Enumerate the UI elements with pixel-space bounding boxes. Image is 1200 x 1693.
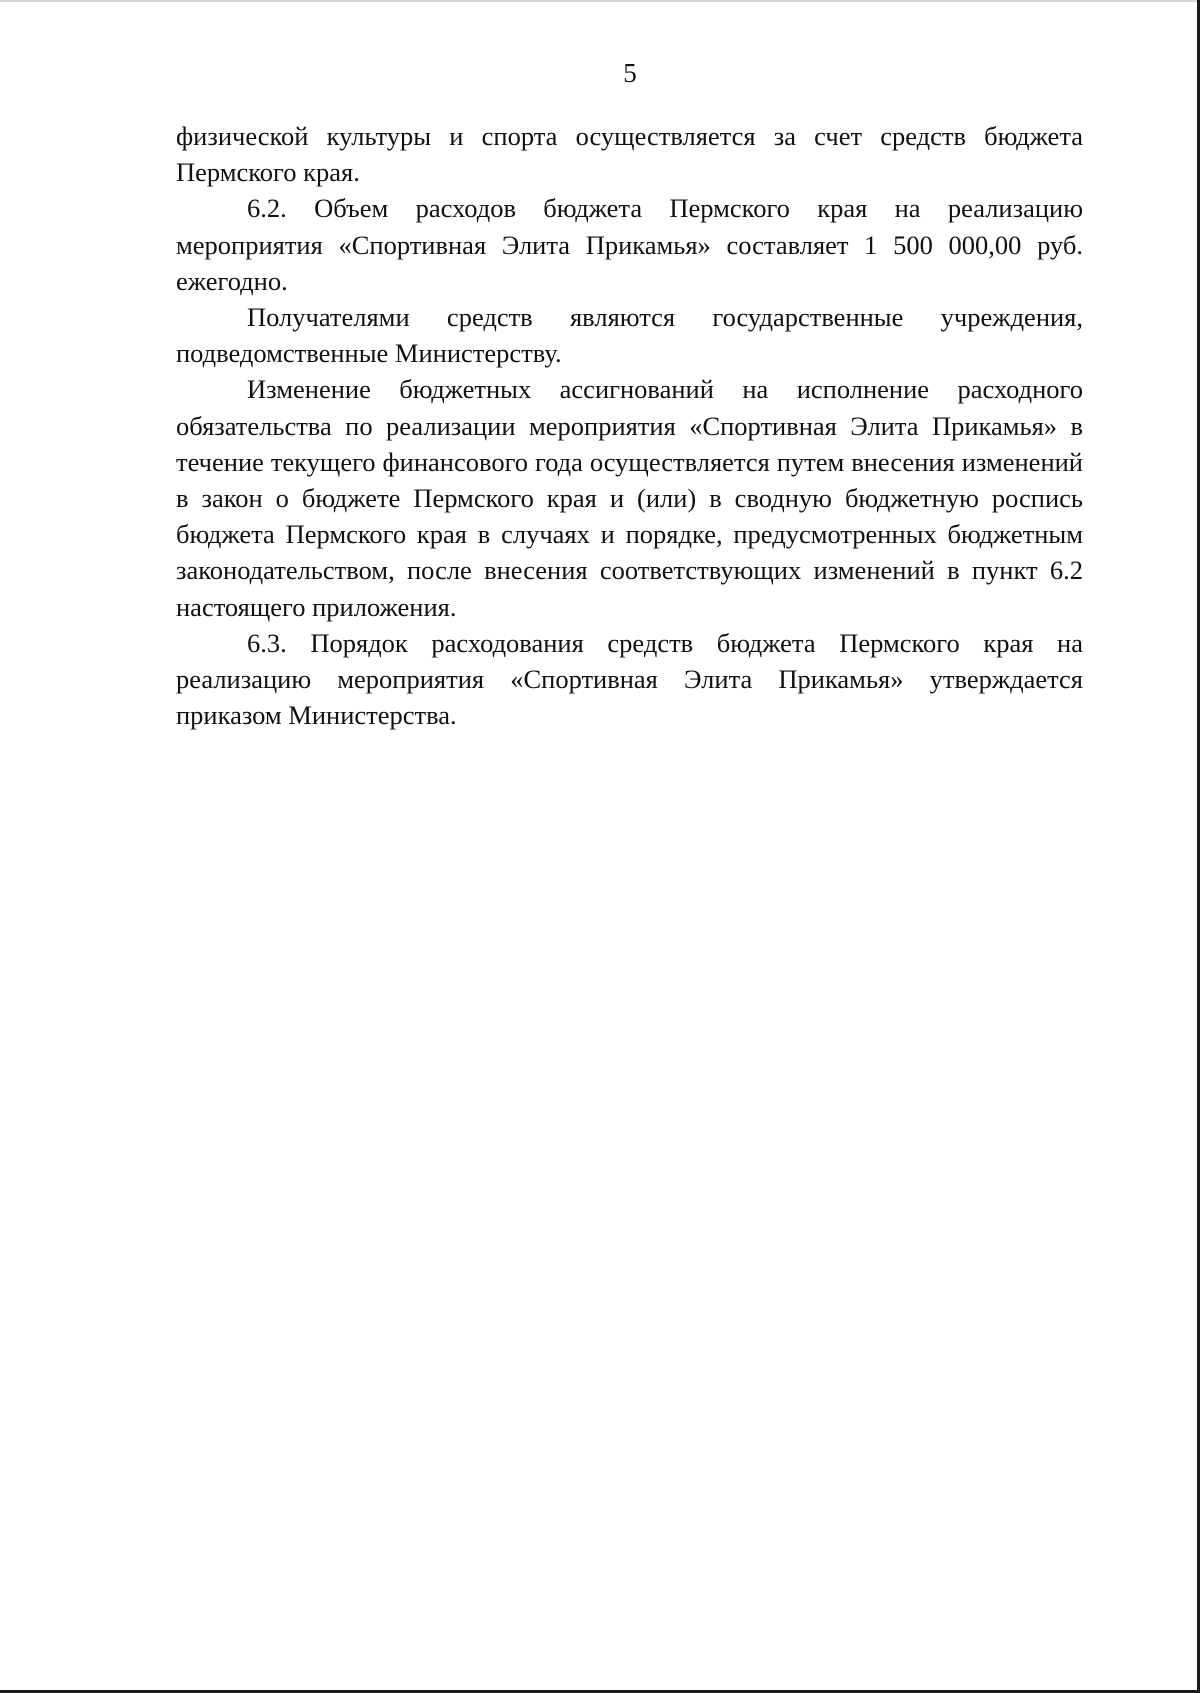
document-body: [176, 118, 1083, 733]
page-number: 5: [623, 58, 637, 88]
paragraph-6-3: 6.3. Порядок расходования средств бюджета Пермского края на реализацию мероприятия «Спортивная Элита Прикамья» утверждается приказом Министерства.: [176, 627, 1083, 731]
paragraph-6-2: 6.2. Объем расходов бюджета Пермского края на реализацию мероприятия «Спортивная Элита Прикамья» составляет 1 500 000,00 руб. ежегодно.: [176, 193, 1083, 296]
paragraph-budget-changes: Изменение бюджетных ассигнований на исполнение расходного обязательства по реализации мероприятия «Спортивная Элита Прикамья» в течение текущего финансового года осуществляется путем внесения изменений в закон о бюджете Пермского края и (или) в сводную бюджетную роспись бюджета Пермского края в случаях и порядке, предусмотренных бюджетным законодательством, после внесения соответствующих изменений в пункт 6.2 настоящего приложения.: [176, 374, 1083, 622]
scan-edge-top: [0, 0, 1200, 2]
paragraph-recipients: Получателями средств являются государственные учреждения, подведомственные Министерству.: [176, 302, 1083, 369]
paragraph-continuation: физической культуры и спорта осуществляется за счет средств бюджета Пермского края.: [176, 121, 1083, 188]
